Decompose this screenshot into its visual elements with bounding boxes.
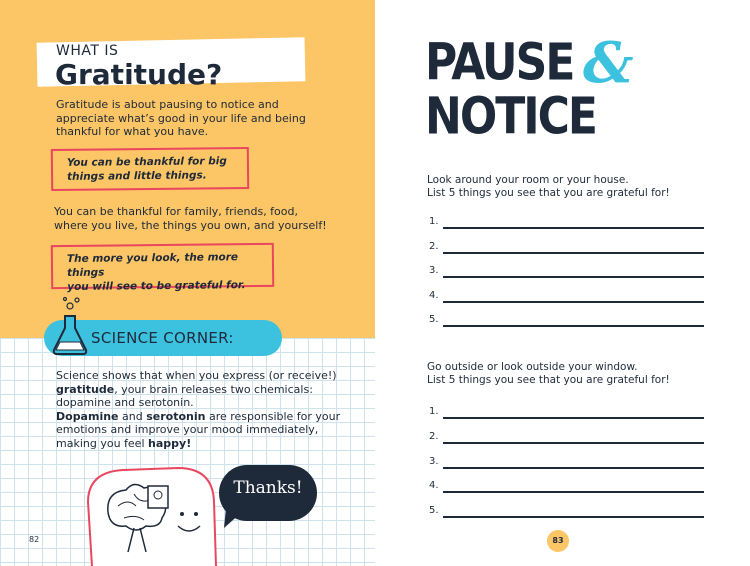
bold-term: Dopamine [56,409,119,423]
line-number: 5. [429,505,439,516]
science-text: making you feel [56,436,149,450]
answer-rule [443,467,704,469]
section2-answer-line-3[interactable] [429,456,704,470]
intro-line: appreciate what’s good in your life and being [56,111,306,125]
callout-big-little [51,147,249,191]
callout-more-you-look [51,243,274,293]
science-line [56,383,356,397]
para-line: where you live, the things you own, and yourself! [54,218,327,232]
section2-answer-line-4[interactable] [429,480,704,494]
science-text: , your brain releases two chemicals: [114,382,313,396]
line-number: 1. [429,216,439,227]
section2-answer-line-2[interactable] [429,431,704,445]
intro-line: Gratitude is about pausing to notice and [56,98,279,111]
answer-rule [443,227,704,229]
science-line [56,410,356,424]
line-number: 3. [429,265,439,276]
instruction-line: List 5 things you see that you are grateful for! [427,187,670,199]
page-title: Gratitude? [55,58,223,91]
answer-rule [443,417,704,419]
answer-rule [443,276,704,278]
para-line: You can be thankful for family, friends, food, [54,205,298,218]
what-is-label: WHAT IS [56,43,119,59]
page-number-right: 83 [547,530,569,552]
section1-instructions [427,174,670,200]
answer-rule [443,325,704,327]
speech-bubble-tail [222,508,246,530]
bold-term: gratitude [56,382,115,396]
science-line: Science shows that when you express (or receive!) [56,369,337,382]
section2-answer-line-1[interactable] [429,406,704,420]
answer-rule [443,516,704,518]
instruction-line: List 5 things you see that you are grateful for! [427,374,670,386]
instruction-line: Go outside or look outside your window. [427,361,638,373]
thankful-paragraph [54,205,327,232]
section1-answer-line-5[interactable] [429,314,704,328]
section2-instructions [427,361,670,387]
line-number: 4. [429,290,439,301]
science-line [56,437,356,451]
section1-answer-line-2[interactable] [429,241,704,255]
line-number: 1. [429,406,439,417]
callout-line: you will see to be grateful for. [67,279,246,293]
title-ampersand: & [583,30,634,96]
brain-character-illustration [78,462,228,566]
answer-rule [443,301,704,303]
science-text: and [118,409,147,423]
bold-term: serotonin [146,409,206,423]
line-number: 4. [429,480,439,491]
page-number-left: 82 [29,535,40,544]
science-text: are responsible for your [205,409,341,423]
line-number: 2. [429,241,439,252]
intro-paragraph [56,98,306,139]
line-number: 3. [429,456,439,467]
science-line: dopamine and serotonin. [56,396,194,409]
section2-answer-line-5[interactable] [429,505,704,519]
line-number: 5. [429,314,439,325]
science-paragraph [56,369,356,450]
instruction-line: Look around your room or your house. [427,174,629,186]
speech-bubble-text: Thanks! [233,478,303,498]
science-line: emotions and improve your mood immediately, [56,423,319,436]
title-notice: NOTICE [425,87,596,147]
answer-rule [443,252,704,254]
title-pause: PAUSE [425,33,574,93]
section1-answer-line-4[interactable] [429,290,704,304]
line-number: 2. [429,431,439,442]
callout-line: You can be thankful for big [66,155,227,169]
section1-answer-line-3[interactable] [429,265,704,279]
intro-line: thankful for what you have. [56,125,209,138]
science-corner-label: SCIENCE CORNER: [91,329,234,347]
callout-line: The more you look, the more things [66,251,239,279]
bold-term: happy! [148,436,192,450]
callout-line: things and little things. [67,169,207,183]
answer-rule [443,442,704,444]
section1-answer-line-1[interactable] [429,216,704,230]
answer-rule [443,491,704,493]
flask-icon [52,296,92,358]
